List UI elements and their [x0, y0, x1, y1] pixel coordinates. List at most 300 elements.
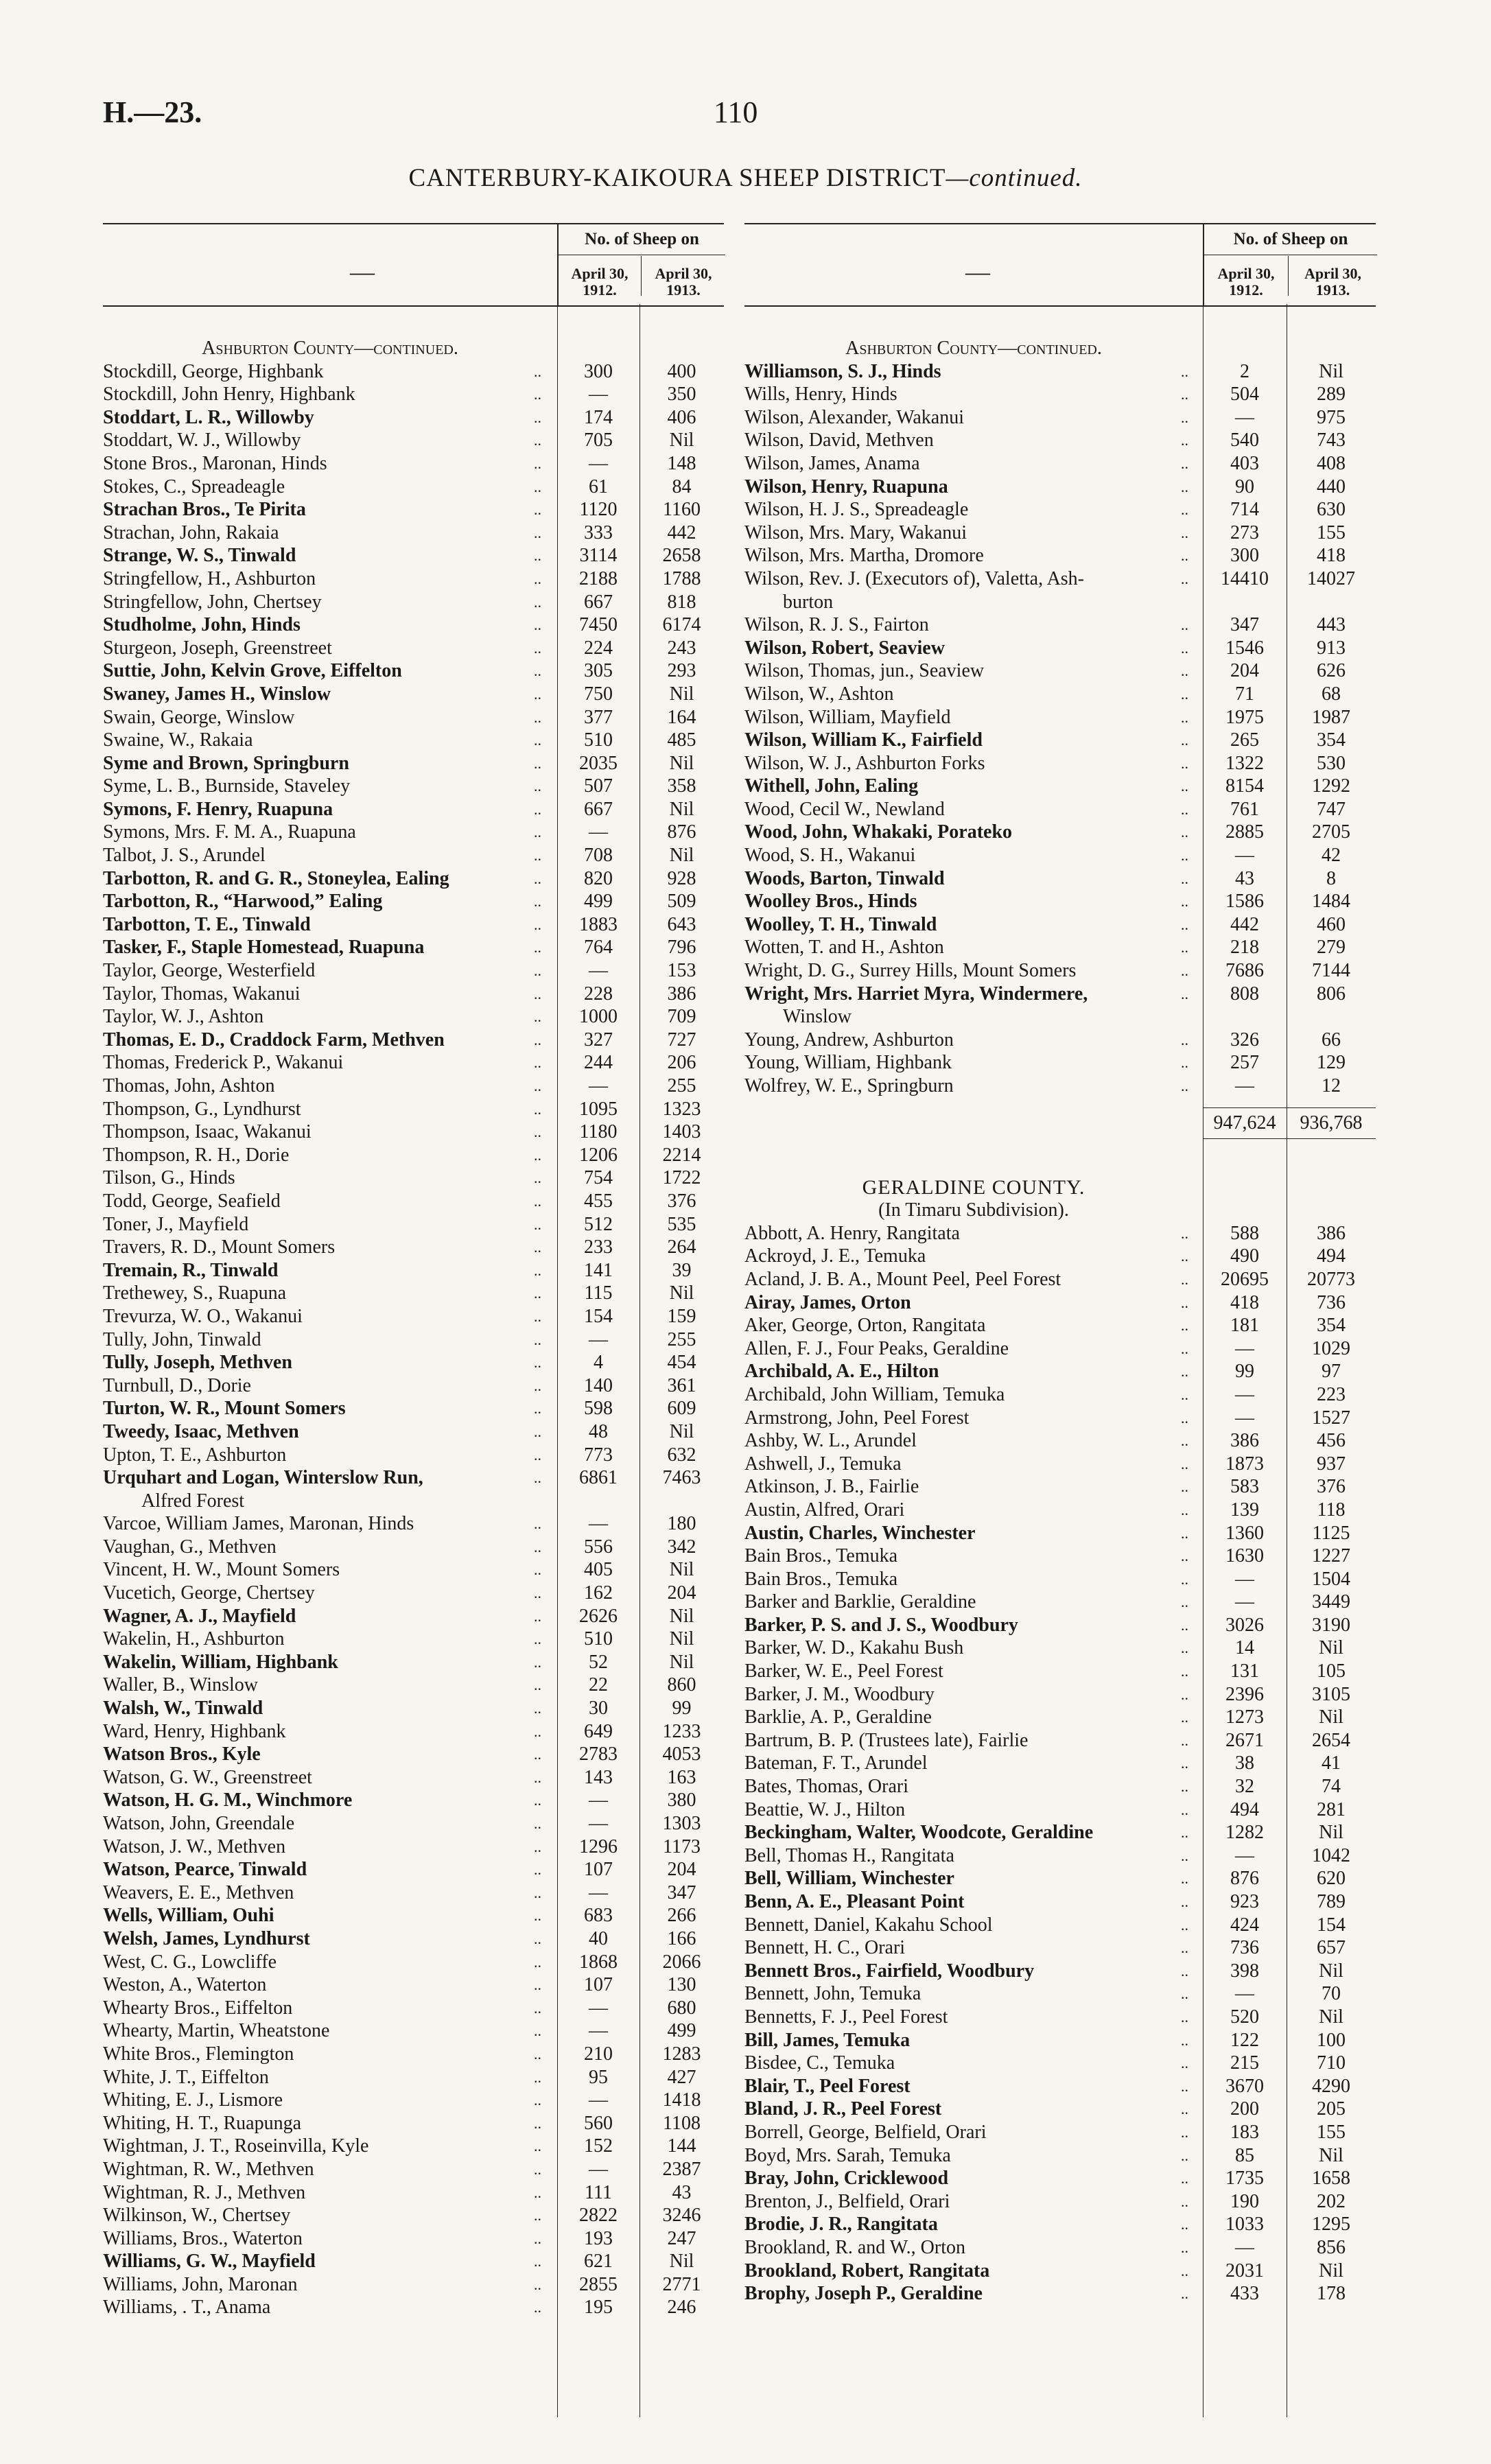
leader-dots: ..	[534, 454, 541, 472]
sheep-1913: 3246	[662, 2205, 701, 2227]
sheep-1913: 2654	[1312, 1729, 1350, 1751]
right-entry-row	[744, 959, 1376, 983]
sheep-1913: 246	[667, 2297, 696, 2319]
sheep-1913: 454	[667, 1352, 696, 1374]
leader-dots: ..	[534, 869, 541, 887]
right-geraldine-entry-row	[744, 1268, 1376, 1291]
owner-name: Stringfellow, John, Chertsey	[103, 591, 322, 613]
owner-name: Williams, G. W., Mayfield	[103, 2251, 316, 2273]
left-section-heading	[103, 337, 724, 360]
sheep-1912: 510	[584, 1628, 613, 1650]
leader-dots: ..	[534, 1929, 541, 1947]
leader-dots: ..	[534, 1676, 541, 1694]
sheep-1913: 164	[667, 706, 696, 728]
sheep-1913: 97	[1322, 1361, 1341, 1383]
leader-dots: ..	[534, 1146, 541, 1164]
owner-name: Wilson, William, Mayfield	[744, 706, 951, 728]
right-geraldine-entry-row	[744, 1291, 1376, 1315]
leader-dots: ..	[534, 2253, 541, 2271]
left-entry-row	[103, 1697, 724, 1720]
left-entry-row	[103, 1444, 724, 1467]
left-entry-row	[103, 2250, 724, 2273]
owner-name: Barker, P. S. and J. S., Woodbury	[744, 1614, 1018, 1636]
left-entry-row	[103, 1098, 724, 1121]
leader-dots: ..	[534, 593, 541, 611]
sheep-1913: 418	[1317, 545, 1346, 567]
sheep-1913: 4053	[662, 1744, 701, 1765]
sheep-1913: 3105	[1312, 1683, 1350, 1705]
sheep-1912: 705	[584, 430, 613, 451]
leader-dots: ..	[534, 2022, 541, 2040]
right-header-dash: —	[965, 258, 990, 285]
leader-dots: ..	[534, 708, 541, 726]
sheep-1912: 85	[1235, 2144, 1254, 2166]
right-geraldine-entry-row	[744, 2282, 1376, 2305]
owner-name: Watson, H. G. M., Winchmore	[103, 1790, 353, 1811]
leader-dots: ..	[1181, 1893, 1188, 1910]
sheep-1913: 255	[667, 1075, 696, 1096]
left-entry-row	[103, 1259, 724, 1282]
owner-name: Toner, J., Mayfield	[103, 1213, 249, 1235]
owner-name: Bennett, H. C., Orari	[744, 1937, 906, 1959]
leader-dots: ..	[534, 432, 541, 449]
right-geraldine-entry-row	[744, 1475, 1376, 1499]
sheep-1912: 38	[1235, 1752, 1254, 1774]
left-entry-row	[103, 1351, 724, 1374]
leader-dots: ..	[534, 1330, 541, 1348]
owner-name: Winslow	[744, 1006, 852, 1028]
owner-name: Barker and Barklie, Geraldine	[744, 1591, 976, 1613]
sheep-1913: 386	[667, 983, 696, 1005]
right-entry-row	[744, 613, 1376, 637]
left-entry-row	[103, 476, 724, 499]
right-table-header	[744, 223, 1376, 307]
owner-name: Whearty, Martin, Wheatstone	[103, 2020, 330, 2042]
sheep-1912: 218	[1230, 937, 1259, 959]
owner-name: Bell, William, Winchester	[744, 1868, 954, 1890]
owner-name: Wilson, William K., Fairfield	[744, 729, 983, 751]
owner-name: Stoddart, W. J., Willowby	[103, 430, 301, 451]
sheep-1912: 3114	[579, 545, 618, 567]
title-main: CANTERBURY-KAIKOURA SHEEP DISTRICT	[408, 164, 946, 192]
sheep-1913: 1788	[662, 567, 701, 589]
sheep-1913: 1125	[1312, 1522, 1350, 1544]
left-divider-b	[639, 304, 640, 2417]
sheep-1913: 255	[667, 1328, 696, 1350]
sheep-1912: —	[1235, 406, 1254, 428]
sheep-1912: 215	[1230, 2052, 1259, 2074]
sheep-1912: 876	[1230, 1868, 1259, 1890]
owner-name: Bell, Thomas H., Rangitata	[744, 1844, 954, 1866]
owner-name: Archibald, A. E., Hilton	[744, 1361, 939, 1383]
sheep-1913: 350	[667, 384, 696, 406]
sheep-1912: 204	[1230, 660, 1259, 682]
left-rows	[103, 307, 724, 2319]
leader-dots: ..	[534, 1307, 541, 1325]
leader-dots: ..	[1181, 893, 1188, 911]
right-geraldine-entry-row	[744, 2144, 1376, 2168]
sheep-1912: —	[589, 2158, 608, 2180]
owner-name: Todd, George, Seafield	[103, 1190, 281, 1212]
right-entry-row	[744, 544, 1376, 567]
sheep-1912: 754	[584, 1167, 613, 1189]
leader-dots: ..	[1181, 1224, 1188, 1242]
owner-name: Thomas, John, Ashton	[103, 1075, 275, 1096]
sheep-1912: 20695	[1221, 1268, 1269, 1290]
owner-name: Thompson, G., Lyndhurst	[103, 1098, 301, 1120]
owner-name: Tasker, F., Staple Homestead, Ruapuna	[103, 937, 425, 959]
sheep-1913: 2066	[662, 1951, 701, 1973]
sheep-1912: 1322	[1225, 752, 1264, 774]
leader-dots: ..	[1181, 1547, 1188, 1565]
left-divider-a	[557, 304, 558, 2417]
leader-dots: ..	[534, 777, 541, 795]
owner-name: Blair, T., Peel Forest	[744, 2075, 911, 2097]
sheep-1912: —	[589, 452, 608, 474]
sheep-1913: Nil	[1319, 2006, 1343, 2028]
leader-dots: ..	[1181, 1616, 1188, 1634]
sheep-1912: 14	[1235, 1637, 1254, 1659]
owner-name: Turton, W. R., Mount Somers	[103, 1398, 346, 1420]
sheep-1912: 520	[1230, 2006, 1259, 2028]
left-entry-row	[103, 613, 724, 637]
left-entry-row	[103, 2043, 724, 2066]
left-entry-row	[103, 544, 724, 567]
owner-name: Brenton, J., Belfield, Orari	[744, 2190, 950, 2212]
right-geraldine-entry-row	[744, 2167, 1376, 2190]
sheep-1912: 99	[1235, 1361, 1254, 1383]
leader-dots: ..	[1181, 985, 1188, 1002]
owner-name: Stokes, C., Spreadeagle	[103, 476, 285, 497]
sheep-1912: —	[1235, 845, 1254, 867]
right-entry-row	[744, 775, 1376, 798]
sheep-1912: 224	[584, 637, 613, 659]
sheep-1912: 111	[585, 2181, 612, 2203]
sheep-1912: 3026	[1225, 1614, 1264, 1636]
leader-dots: ..	[534, 662, 541, 680]
sheep-1913: 342	[667, 1536, 696, 1558]
sheep-1912: —	[589, 1075, 608, 1096]
right-entry-row	[744, 752, 1376, 775]
sheep-1913: Nil	[669, 1628, 694, 1650]
owner-name: Wilson, James, Anama	[744, 452, 920, 474]
owner-name: Woolley Bros., Hinds	[744, 891, 917, 913]
leader-dots: ..	[534, 1792, 541, 1809]
leader-dots: ..	[1181, 939, 1188, 957]
left-entry-row	[103, 890, 724, 913]
leader-dots: ..	[1181, 2192, 1188, 2210]
sheep-1913: Nil	[669, 683, 694, 705]
sheep-1912: 386	[1230, 1430, 1259, 1452]
left-entry-row	[103, 659, 724, 683]
sheep-1913: 293	[667, 660, 696, 682]
sheep-1913: 66	[1322, 1029, 1341, 1051]
sheep-1913: 928	[667, 867, 696, 889]
right-geraldine-entry-row	[744, 1360, 1376, 1383]
sheep-1912: —	[589, 1881, 608, 1903]
owner-name: Thompson, Isaac, Wakanui	[103, 1121, 312, 1143]
sheep-1912: 347	[1230, 614, 1259, 636]
right-entry-row	[744, 591, 1376, 614]
owner-name: Watson Bros., Kyle	[103, 1744, 261, 1765]
sheep-1912: 820	[584, 867, 613, 889]
owner-name: Stone Bros., Maronan, Hinds	[103, 452, 327, 474]
leader-dots: ..	[534, 1031, 541, 1048]
sheep-1912: 2822	[579, 2205, 618, 2227]
sheep-1912: 22	[589, 1674, 608, 1696]
sheep-1913: 354	[1317, 729, 1346, 751]
owner-name: Wilson, Mrs. Martha, Dromore	[744, 545, 984, 567]
left-entry-row	[103, 1236, 724, 1259]
leader-dots: ..	[534, 1100, 541, 1118]
owner-name: Williams, Bros., Waterton	[103, 2227, 303, 2249]
owner-name: Wightman, J. T., Roseinvilla, Kyle	[103, 2135, 369, 2157]
leader-dots: ..	[1181, 1846, 1188, 1864]
leader-dots: ..	[534, 524, 541, 541]
sheep-1912: 499	[584, 891, 613, 913]
sheep-1913: 1227	[1312, 1545, 1350, 1567]
right-geraldine-entry-row	[744, 1729, 1376, 1752]
leader-dots: ..	[534, 1861, 541, 1879]
right-h2-l2: 1913.	[1315, 281, 1350, 298]
leader-dots: ..	[1181, 869, 1188, 887]
leader-dots: ..	[534, 1077, 541, 1094]
leader-dots: ..	[1181, 662, 1188, 680]
sheep-1912: 107	[584, 1859, 613, 1881]
total-spacer	[744, 1098, 1376, 1107]
leader-dots: ..	[1181, 2008, 1188, 2026]
sheep-1912: 326	[1230, 1029, 1259, 1051]
right-geraldine-entry-row	[744, 1775, 1376, 1798]
owner-name: Williamson, S. J., Hinds	[744, 360, 941, 382]
sheep-1913: 408	[1317, 452, 1346, 474]
sheep-1912: 667	[584, 591, 613, 613]
leader-dots: ..	[534, 362, 541, 380]
owner-name: Wightman, R. W., Methven	[103, 2158, 314, 2180]
leader-dots: ..	[534, 1884, 541, 1901]
right-geraldine-entry-row	[744, 1499, 1376, 1522]
sheep-1913: 709	[667, 1006, 696, 1028]
left-entry-row	[103, 498, 724, 521]
leader-dots: ..	[1181, 1317, 1188, 1335]
leader-dots: ..	[1181, 1478, 1188, 1496]
sheep-1913: 7463	[662, 1467, 701, 1489]
sheep-1912: 141	[584, 1259, 613, 1281]
leader-dots: ..	[534, 939, 541, 957]
sheep-1913: 163	[667, 1766, 696, 1788]
right-geraldine-entry-row	[744, 2075, 1376, 2098]
left-entry-row	[103, 521, 724, 545]
left-entry-row	[103, 1282, 724, 1305]
leader-dots: ..	[534, 1700, 541, 1717]
leader-dots: ..	[1181, 1363, 1188, 1381]
owner-name: Sturgeon, Joseph, Greenstreet	[103, 637, 332, 659]
right-entry-row	[744, 521, 1376, 545]
sheep-1913: 535	[667, 1213, 696, 1235]
leader-dots: ..	[1181, 2238, 1188, 2256]
owner-name: Tremain, R., Tinwald	[103, 1259, 279, 1281]
right-section-label: Ashburton County—continued.	[845, 338, 1102, 359]
right-entry-row	[744, 798, 1376, 821]
sheep-1913: 494	[1317, 1245, 1346, 1267]
sheep-1913: Nil	[669, 1420, 694, 1442]
sheep-1912: 1282	[1225, 1822, 1264, 1844]
owner-name: Bennetts, F. J., Peel Forest	[744, 2006, 948, 2028]
owner-name: Swaine, W., Rakaia	[103, 729, 253, 751]
owner-name: Trevurza, W. O., Wakanui	[103, 1305, 303, 1327]
left-header-col-1913	[641, 256, 725, 296]
owner-name: Stoddart, L. R., Willowby	[103, 406, 314, 428]
left-entry-row	[103, 1743, 724, 1766]
left-entry-row	[103, 1512, 724, 1536]
left-entry-row	[103, 1466, 724, 1490]
owner-name: Austin, Alfred, Orari	[744, 1499, 905, 1521]
leader-dots: ..	[534, 2068, 541, 2086]
sheep-1913: 144	[667, 2135, 696, 2157]
sheep-1913: 1418	[662, 2089, 701, 2111]
sheep-1912: 667	[584, 798, 613, 820]
leader-dots: ..	[534, 386, 541, 403]
sheep-1913: 347	[667, 1881, 696, 1903]
leader-dots: ..	[534, 570, 541, 587]
sheep-1912: 43	[1235, 867, 1254, 889]
owner-name: Aker, George, Orton, Rangitata	[744, 1315, 986, 1337]
owner-name: Ward, Henry, Highbank	[103, 1720, 286, 1742]
leader-dots: ..	[1181, 754, 1188, 772]
owner-name: Young, Andrew, Ashburton	[744, 1029, 954, 1051]
owner-name: Vaughan, G., Methven	[103, 1536, 277, 1558]
owner-name: Bennett, John, Temuka	[744, 1983, 921, 2005]
sheep-1912: —	[589, 1813, 608, 1834]
sheep-1912: 7450	[579, 614, 618, 636]
owner-name: Syme and Brown, Springburn	[103, 752, 349, 774]
left-entry-row	[103, 1904, 724, 1927]
sheep-1912: 455	[584, 1190, 613, 1212]
sheep-1912: 556	[584, 1536, 613, 1558]
leader-dots: ..	[1181, 362, 1188, 380]
leader-dots: ..	[1181, 777, 1188, 795]
leader-dots: ..	[1181, 2031, 1188, 2049]
sheep-1913: Nil	[669, 1559, 694, 1581]
sheep-1912: 433	[1230, 2283, 1259, 2305]
left-entry-row	[103, 1674, 724, 1697]
sheep-1913: 206	[667, 1052, 696, 1074]
left-entry-row	[103, 1582, 724, 1605]
left-entry-row	[103, 1789, 724, 1812]
leader-dots: ..	[1181, 1339, 1188, 1357]
leader-dots: ..	[1181, 2262, 1188, 2279]
owner-name: Weavers, E. E., Methven	[103, 1881, 294, 1903]
leader-dots: ..	[1181, 2123, 1188, 2141]
leader-dots: ..	[534, 1999, 541, 2017]
owner-name: Talbot, J. S., Arundel	[103, 845, 266, 867]
sheep-1912: 510	[584, 729, 613, 751]
sheep-1912: 257	[1230, 1052, 1259, 1074]
sheep-1913: 386	[1317, 1222, 1346, 1244]
sheep-1913: 796	[667, 937, 696, 959]
owner-name: White, J. T., Eiffelton	[103, 2066, 269, 2088]
owner-name: Thomas, Frederick P., Wakanui	[103, 1052, 344, 1074]
left-entry-row	[103, 2227, 724, 2251]
owner-name: Brookland, R. and W., Orton	[744, 2236, 965, 2258]
owner-name: Bain Bros., Temuka	[744, 1545, 898, 1567]
left-entry-row	[103, 429, 724, 452]
sheep-1913: 743	[1317, 430, 1346, 451]
sheep-1912: 621	[584, 2251, 613, 2273]
right-geraldine-entry-row	[744, 1407, 1376, 1430]
leader-dots: ..	[534, 1838, 541, 1855]
owner-name: Alfred Forest	[103, 1490, 245, 1512]
left-table-header	[103, 223, 724, 307]
right-entry-row	[744, 637, 1376, 660]
sheep-1913: 376	[1317, 1476, 1346, 1498]
sheep-1913: 3449	[1312, 1591, 1350, 1613]
left-entry-row	[103, 2204, 724, 2227]
left-entry-row	[103, 2296, 724, 2319]
owner-name: Armstrong, John, Peel Forest	[744, 1407, 970, 1429]
owner-name: Wilson, David, Methven	[744, 430, 934, 451]
sheep-1913: 1108	[663, 2112, 701, 2134]
right-geraldine-entry-row	[744, 1314, 1376, 1337]
sheep-1913: 129	[1317, 1052, 1346, 1074]
leader-dots: ..	[1181, 1800, 1188, 1818]
section-subtitle: (In Timaru Subdivision).	[878, 1199, 1069, 1221]
leader-dots: ..	[1181, 1077, 1188, 1094]
sheep-1913: 266	[667, 1905, 696, 1927]
left-entry-row	[103, 383, 724, 406]
right-entry-row	[744, 706, 1376, 729]
sheep-1912: 512	[584, 1213, 613, 1235]
leader-dots: ..	[1181, 1501, 1188, 1518]
sheep-1913: 818	[667, 591, 696, 613]
owner-name: Watson, J. W., Methven	[103, 1835, 286, 1857]
right-geraldine-entry-row	[744, 1844, 1376, 1868]
left-header-dash: —	[350, 258, 375, 285]
sheep-1912: 333	[584, 521, 613, 543]
leader-dots: ..	[1181, 1985, 1188, 2003]
sheep-1912: 48	[589, 1420, 608, 1442]
sheep-1912: 95	[589, 2066, 608, 2088]
sheep-1912: —	[1235, 1337, 1254, 1359]
sheep-1912: 750	[584, 683, 613, 705]
sheep-1913: 406	[667, 406, 696, 428]
sheep-1913: 178	[1317, 2283, 1346, 2305]
sheep-1912: 228	[584, 983, 613, 1005]
leader-dots: ..	[1181, 1270, 1188, 1288]
leader-dots: ..	[1181, 1824, 1188, 1842]
right-entry-row	[744, 1029, 1376, 1052]
sheep-1913: 6174	[662, 614, 701, 636]
owner-name: Brophy, Joseph P., Geraldine	[744, 2283, 983, 2305]
right-geraldine-entry-row	[744, 1545, 1376, 1568]
leader-dots: ..	[534, 2045, 541, 2063]
leader-dots: ..	[534, 1953, 541, 1971]
sheep-1912: 107	[584, 1974, 613, 1996]
sheep-1913: 876	[667, 821, 696, 843]
sheep-1913: 485	[667, 729, 696, 751]
sheep-1913: 41	[1322, 1752, 1341, 1774]
sheep-1912: 244	[584, 1052, 613, 1074]
sheep-1912: 2	[1240, 360, 1249, 382]
sheep-1912: 649	[584, 1720, 613, 1742]
left-entry-row	[103, 959, 724, 983]
owner-name: Tarbotton, R. and G. R., Stoneylea, Ealing	[103, 867, 449, 889]
owner-name: Thompson, R. H., Dorie	[103, 1144, 290, 1166]
owner-name: Boyd, Mrs. Sarah, Temuka	[744, 2144, 951, 2166]
sheep-1912: 2626	[579, 1605, 618, 1627]
owner-name: Watson, Pearce, Tinwald	[103, 1859, 307, 1881]
sheep-1912: 507	[584, 775, 613, 797]
